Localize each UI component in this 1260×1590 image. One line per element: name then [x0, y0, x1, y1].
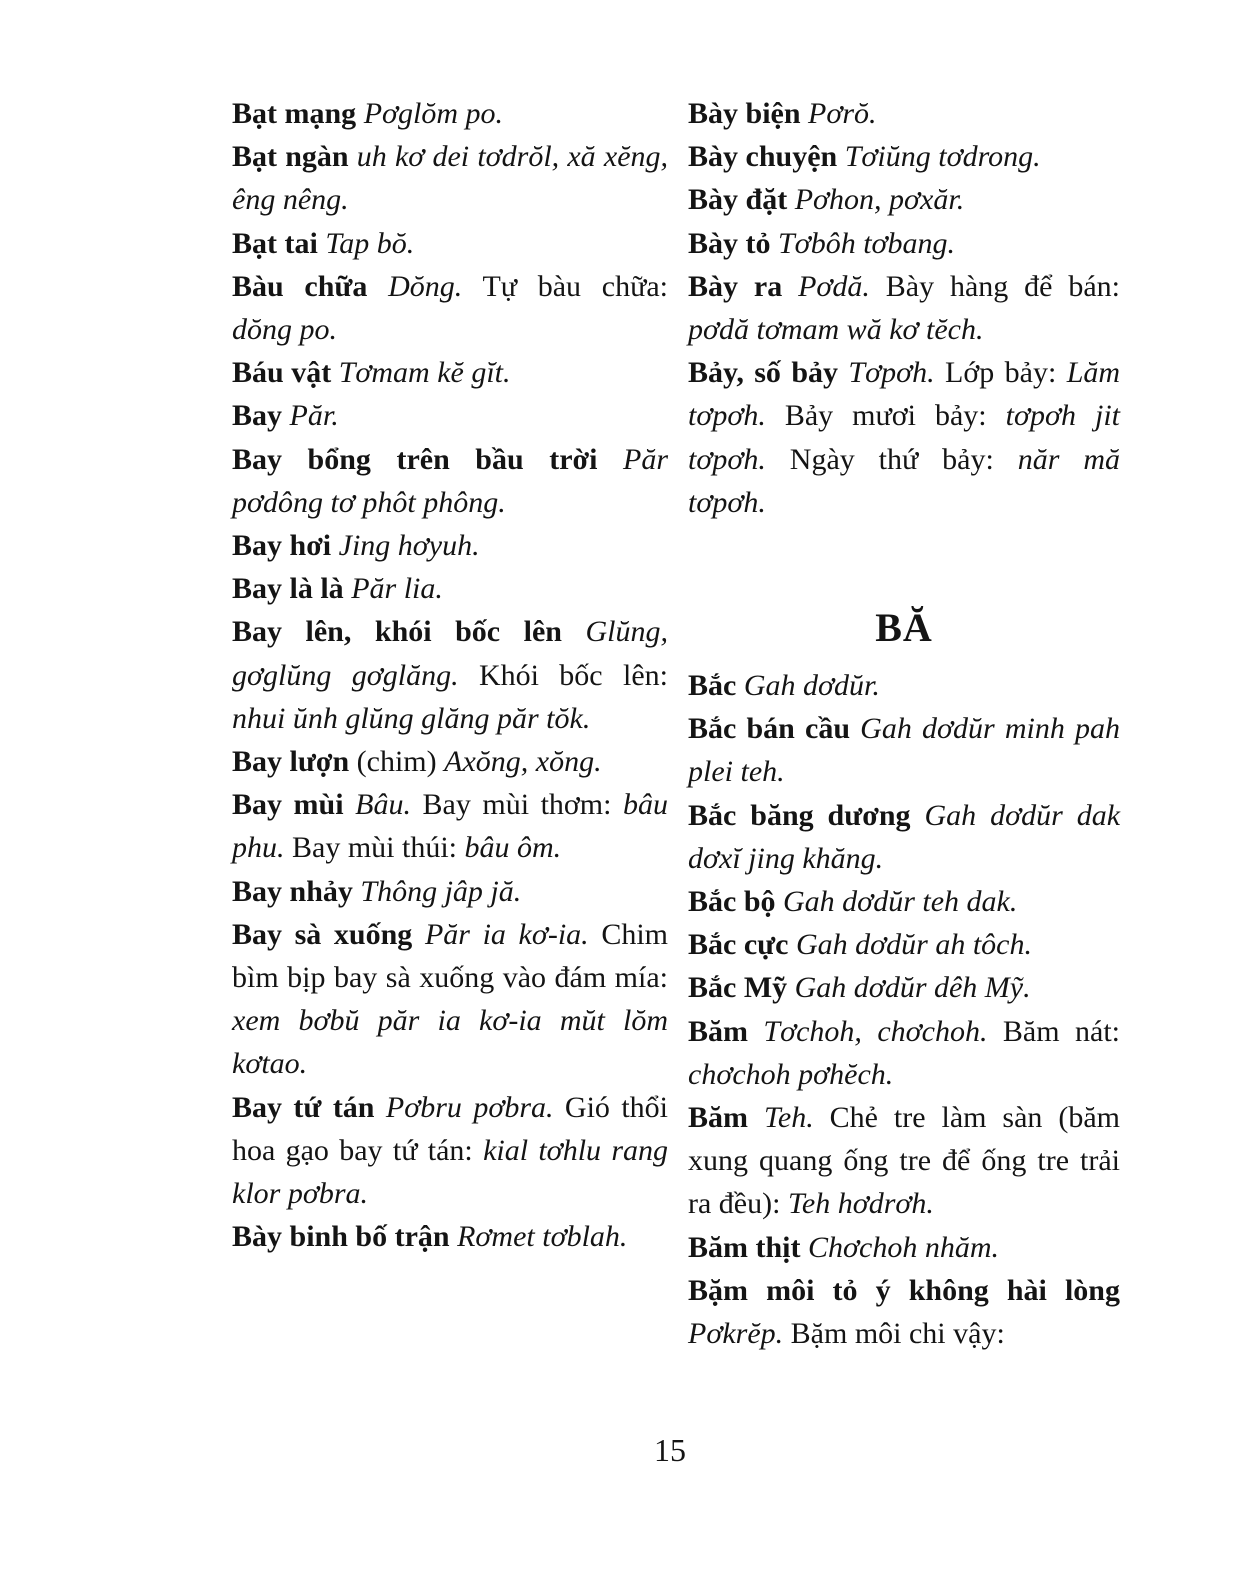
entry-translation: Chơchoh nhăm.	[808, 1230, 1000, 1264]
entry-headword: Bày đặt	[688, 183, 788, 217]
entry-translation: Tơiŭng tơdrong.	[844, 140, 1041, 174]
dictionary-entry	[688, 351, 1120, 524]
entry-translation: Dŏng.	[388, 269, 463, 303]
dictionary-entry	[232, 740, 668, 783]
entry-translation: Pơbru pơbra.	[385, 1090, 554, 1124]
entry-translation: Tơchoh, chơchoh.	[763, 1014, 988, 1048]
entry-translation: Pơhon, pơxăr.	[794, 183, 965, 217]
entry-translation: Păr pơdông tơ phôt phông.	[232, 442, 669, 519]
dictionary-entry	[688, 1010, 1120, 1096]
entry-translation: Păr lia.	[351, 572, 443, 606]
entry-translation: Tơmam kĕ gĭt.	[338, 356, 511, 390]
entry-translation: Tơpơh.	[848, 356, 935, 390]
dictionary-entry	[232, 783, 668, 869]
dictionary-entry	[688, 265, 1120, 351]
entry-headword: Bạt tai	[232, 226, 318, 260]
entry-headword: Báu vật	[232, 356, 332, 390]
entry-headword: Bay hơi	[232, 529, 332, 563]
entry-translation: pơdă tơmam wă kơ tĕch.	[688, 313, 984, 347]
entry-example-gloss: (chim)	[356, 745, 437, 779]
entry-translation: Axŏng, xŏng.	[444, 745, 602, 779]
entry-headword: Bắc	[688, 669, 737, 703]
entry-example-gloss: Băm nát:	[1002, 1014, 1120, 1048]
dictionary-entry	[688, 135, 1120, 178]
entry-translation: Gah dơdŭr minh pah plei teh.	[688, 712, 1120, 789]
entry-example-gloss: Bảy mươi bảy:	[784, 399, 987, 433]
entry-translation: Gah dơdŭr dêh Mỹ.	[794, 971, 1031, 1005]
entry-headword: Bay là là	[232, 572, 344, 606]
dictionary-entry	[688, 664, 1120, 707]
right-column	[688, 92, 1120, 1355]
entry-translation: bâu ôm.	[464, 831, 562, 865]
entry-translation: Pơkrĕp.	[688, 1317, 784, 1351]
entry-example-gloss: Bặm môi chi vậy:	[790, 1317, 1005, 1351]
entry-translation: Păr.	[289, 399, 339, 433]
entry-headword: Bạt ngàn	[232, 140, 349, 174]
dictionary-entry	[232, 524, 668, 567]
entry-headword: Bàu chữa	[232, 269, 368, 303]
dictionary-entry	[688, 92, 1120, 135]
entry-translation: Păr ia kơ-ia.	[424, 917, 589, 951]
entry-headword: Bày tỏ	[688, 226, 771, 260]
entry-headword: Bay nhảy	[232, 874, 353, 908]
dictionary-entry	[688, 794, 1120, 880]
dictionary-entry	[232, 610, 668, 740]
entry-translation: tơpơh jit tơpơh.	[688, 399, 1120, 476]
entry-translation: năr mă tơpơh.	[688, 442, 1121, 519]
dictionary-entry	[232, 394, 668, 437]
right-column-top-entries	[688, 92, 1120, 524]
entry-translation: Teh hơdrơh.	[787, 1187, 934, 1221]
entry-example-gloss: Lớp bảy:	[945, 356, 1057, 390]
entry-translation: Lăm tơpơh.	[688, 356, 1121, 433]
entry-headword: Bay tứ tán	[232, 1090, 375, 1124]
entry-headword: Bắc bán cầu	[688, 712, 851, 746]
entry-headword: Bay lên, khói bốc lên	[232, 615, 562, 649]
dictionary-entry	[232, 567, 668, 610]
left-column	[232, 92, 668, 1258]
entry-example-gloss: Tự bàu chữa:	[482, 269, 668, 303]
entry-translation: xem bơbŭ păr ia kơ-ia mŭt lŏm kơtao.	[232, 1004, 668, 1081]
dictionary-entry	[232, 870, 668, 913]
entry-headword: Bặm môi tỏ ý không hài lòng	[688, 1273, 1120, 1307]
entry-headword: Bay	[232, 399, 283, 433]
dictionary-entry	[688, 707, 1120, 793]
dictionary-entry	[232, 135, 668, 221]
entry-headword: Bày ra	[688, 269, 783, 303]
entry-headword: Bạt mạng	[232, 97, 357, 130]
entry-headword: Bay mùi	[232, 788, 344, 822]
entry-headword: Bắc Mỹ	[688, 971, 788, 1005]
entry-translation: uh kơ dei tơdrŏl, xă xĕng, êng nêng.	[232, 140, 669, 217]
dictionary-entry	[688, 1096, 1120, 1226]
entry-headword: Bày biện	[688, 97, 801, 130]
entry-example-gloss: Gió thổi hoa gạo bay tứ tán:	[232, 1090, 668, 1167]
entry-translation: dŏng po.	[232, 313, 337, 347]
entry-translation: chơchoh pơhĕch.	[688, 1057, 894, 1091]
dictionary-entry	[232, 438, 668, 524]
dictionary-entry	[232, 1086, 668, 1216]
entry-translation: nhui ŭnh glŭng glăng păr tŏk.	[232, 701, 591, 735]
dictionary-entry	[688, 966, 1120, 1009]
entry-headword: Bảy, số bảy	[688, 356, 839, 390]
entry-translation: kial tơhlu rang klor pơbra.	[232, 1133, 669, 1211]
entry-example-gloss: Bay mùi thơm:	[422, 788, 612, 822]
entry-headword: Bày chuyện	[688, 140, 838, 174]
entry-translation: Pơrŏ.	[808, 97, 877, 130]
entry-translation: Pơdă.	[798, 269, 870, 303]
entry-example-gloss: Chẻ tre làm sàn (băm xung quang ống tre để ống tre trải ra đều):	[688, 1101, 1121, 1221]
entry-headword: Bắc bộ	[688, 885, 776, 919]
entry-example-gloss: Chim bìm bịp bay sà xuống vào đám mía:	[232, 917, 668, 995]
entry-headword: Bay sà xuống	[232, 917, 413, 951]
dictionary-entry	[688, 880, 1120, 923]
entry-translation: Thông jâp jă.	[360, 874, 522, 908]
page-number: 15	[654, 1432, 686, 1468]
entry-translation: Gah dơdŭr dak dơxĭ jing khăng.	[688, 798, 1121, 875]
dictionary-entry	[688, 923, 1120, 966]
entry-headword: Băm	[688, 1101, 748, 1135]
entry-example-gloss: Bay mùi thúi:	[292, 831, 457, 865]
entry-headword: Bay lượn	[232, 745, 350, 779]
entry-headword: Bày binh bố trận	[232, 1220, 450, 1254]
entry-translation: Pơglŏm po.	[363, 97, 504, 130]
dictionary-entry	[232, 92, 668, 135]
dictionary-entry	[688, 1269, 1120, 1355]
dictionary-entry	[688, 1226, 1120, 1269]
entry-translation: Glŭng, gơglŭng gơglăng.	[232, 615, 669, 692]
dictionary-entry	[688, 222, 1120, 265]
dictionary-entry	[232, 1215, 668, 1258]
dictionary-entry	[688, 178, 1120, 221]
entry-translation: Gah dơdŭr teh dak.	[783, 885, 1018, 919]
entry-translation: Tơbôh tơbang.	[778, 226, 956, 260]
right-column-bottom-entries	[688, 664, 1120, 1355]
section-heading: BĂ	[875, 605, 933, 651]
dictionary-entry	[232, 913, 668, 1086]
dictionary-entry	[232, 351, 668, 394]
entry-example-gloss: Bày hàng để bán:	[885, 269, 1121, 303]
dictionary-entry	[232, 265, 668, 351]
entry-translation: Rơmet tơblah.	[457, 1220, 628, 1254]
entry-translation: Gah dơdŭr.	[743, 669, 880, 703]
entry-headword: Bắc cực	[688, 928, 789, 962]
entry-translation: Teh.	[763, 1101, 814, 1135]
entry-translation: bâu phu.	[232, 788, 668, 865]
entry-translation: Bâu.	[355, 788, 411, 822]
entry-example-gloss: Ngày thứ bảy:	[789, 442, 994, 476]
entry-headword: Băm thịt	[688, 1230, 801, 1264]
entry-headword: Băm	[688, 1014, 748, 1048]
entry-headword: Bay bổng trên bầu trời	[232, 442, 598, 476]
entry-translation: Tap bŏ.	[325, 226, 415, 260]
entry-example-gloss: Khói bốc lên:	[478, 658, 668, 692]
entry-headword: Bắc băng dương	[688, 798, 911, 832]
entry-translation: Gah dơdŭr ah tôch.	[795, 928, 1032, 962]
dictionary-entry	[232, 222, 668, 265]
entry-translation: Jing hơyuh.	[338, 529, 480, 563]
